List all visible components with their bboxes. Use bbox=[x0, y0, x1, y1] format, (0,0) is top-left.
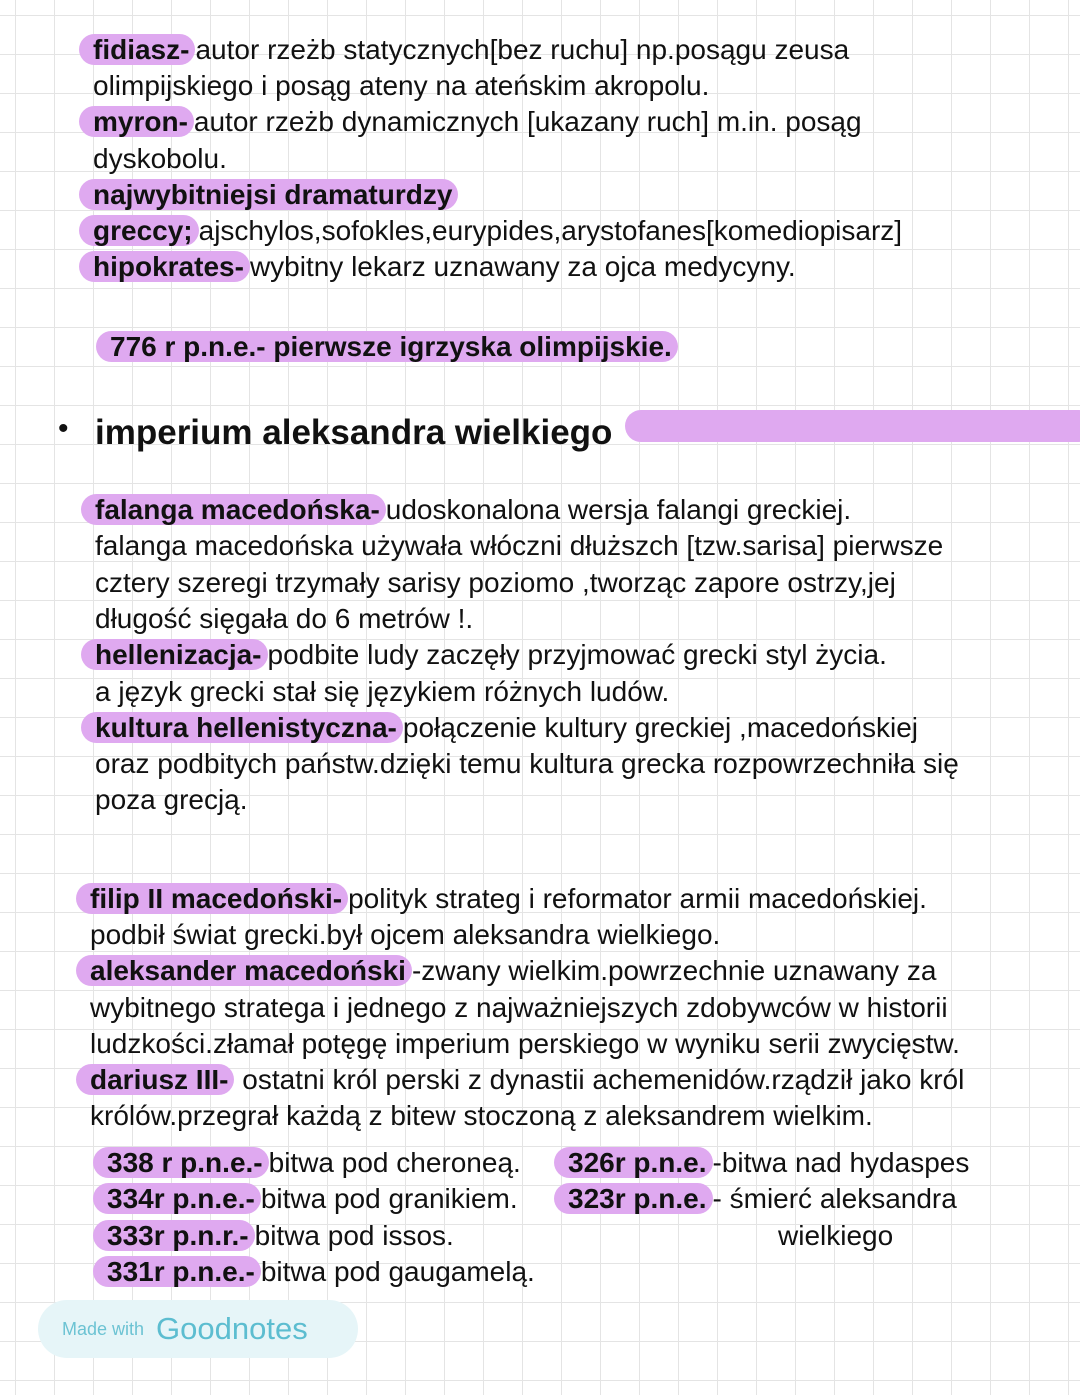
line-text: - śmierć aleksandra bbox=[712, 1183, 957, 1215]
note-line bbox=[107, 1219, 454, 1253]
note-line bbox=[93, 142, 227, 176]
note-line bbox=[90, 918, 720, 952]
note-line bbox=[95, 566, 896, 600]
note-line bbox=[95, 783, 248, 817]
olympics-note bbox=[110, 330, 678, 364]
note-line bbox=[95, 675, 669, 709]
note-line bbox=[90, 1063, 964, 1097]
line-text: podbił świat grecki.był ojcem aleksandra wielkiego. bbox=[90, 919, 721, 951]
highlighted-term: 331r p.n.e.- bbox=[93, 1256, 261, 1287]
note-line bbox=[95, 711, 918, 745]
highlighted-term: myron- bbox=[79, 106, 194, 137]
line-text: a język grecki stał się językiem różnych ludów. bbox=[95, 675, 670, 707]
note-line bbox=[95, 602, 473, 636]
highlighted-term: dariusz III- bbox=[76, 1064, 234, 1095]
date-note-continuation: wielkiego bbox=[778, 1220, 894, 1251]
line-text: ostatni król perski z dynastii achemenidów.rządził jako król bbox=[234, 1064, 965, 1095]
highlighted-term: fidiasz- bbox=[79, 34, 195, 65]
highlighted-term: aleksander macedoński bbox=[76, 955, 412, 986]
olympics-text: 776 r p.n.e.- pierwsze igrzyska olimpijskie. bbox=[96, 331, 678, 362]
line-text: podbite ludy zaczęły przyjmować grecki styl życia. bbox=[267, 639, 887, 671]
line-text: królów.przegrał każdą z bitew stoczoną z aleksandrem wielkim. bbox=[90, 1100, 873, 1132]
note-line bbox=[107, 1146, 521, 1180]
line-text: polityk strateg i reformator armii macedońskiej. bbox=[348, 883, 927, 914]
note-line bbox=[93, 33, 849, 67]
note-line bbox=[107, 1255, 535, 1289]
highlighted-term: 323r p.n.e. bbox=[554, 1183, 713, 1214]
note-line bbox=[90, 1027, 960, 1061]
highlighted-term: filip II macedoński- bbox=[76, 883, 348, 914]
note-line bbox=[90, 954, 936, 988]
highlighted-term: 338 r p.n.e.- bbox=[93, 1147, 269, 1178]
line-text: bitwa pod granikiem. bbox=[260, 1183, 518, 1215]
goodnotes-badge[interactable] bbox=[38, 1300, 358, 1358]
highlighted-term: hellenizacja- bbox=[81, 639, 268, 670]
note-line bbox=[95, 529, 943, 563]
note-line bbox=[95, 493, 851, 527]
line-text: wybitnego stratega i jednego z najważniejszych zdobywców w historii bbox=[90, 991, 948, 1023]
made-with-label: Made with bbox=[62, 1318, 145, 1339]
line-text: udoskonalona wersja falangi greckiej. bbox=[385, 494, 852, 525]
line-text: bitwa pod issos. bbox=[254, 1219, 454, 1251]
note-line bbox=[93, 69, 709, 103]
highlighted-term: najwybitniejsi dramaturdzy bbox=[79, 179, 458, 210]
line-text: bitwa pod cheroneą. bbox=[268, 1147, 521, 1178]
line-text: bitwa pod gaugamelą. bbox=[260, 1255, 535, 1287]
line-text: długość sięgała do 6 metrów !. bbox=[95, 602, 474, 634]
highlighted-term: hipokrates- bbox=[79, 251, 250, 282]
line-text: cztery szeregi trzymały sarisy poziomo ,tworząc zapore ostrzy,jej bbox=[95, 566, 896, 598]
note-line bbox=[90, 991, 948, 1025]
line-text: autor rzeżb dynamicznych [ukazany ruch] m.in. posąg bbox=[193, 106, 862, 138]
bullet-icon: • bbox=[58, 412, 69, 445]
line-text: olimpijskiego i posąg ateny na ateńskim akropolu. bbox=[93, 70, 710, 102]
highlighted-term: greccy; bbox=[79, 215, 199, 246]
note-line bbox=[90, 1099, 873, 1133]
note-line bbox=[93, 214, 902, 248]
line-text: ajschylos,sofokles,eurypides,arystofanes[komediopisarz] bbox=[198, 215, 903, 246]
note-line bbox=[95, 747, 959, 781]
note-line bbox=[93, 250, 796, 284]
line-text: autor rzeżb statycznych[bez ruchu] np.posągu zeusa bbox=[195, 34, 850, 65]
highlighted-term: kultura hellenistyczna- bbox=[81, 712, 403, 743]
line-text: połączenie kultury greckiej ,macedońskiej bbox=[402, 711, 919, 743]
note-line bbox=[568, 1146, 969, 1180]
highlighted-term: falanga macedońska- bbox=[81, 494, 386, 525]
highlighted-term: 326r p.n.e. bbox=[554, 1147, 713, 1178]
line-text: ludzkości.złamał potęgę imperium perskiego w wyniku serii zwycięstw. bbox=[90, 1027, 960, 1059]
note-line bbox=[95, 638, 887, 672]
highlight-stroke bbox=[625, 410, 1080, 442]
note-line bbox=[90, 882, 927, 916]
line-text: wybitny lekarz uznawany za ojca medycyny. bbox=[249, 251, 796, 283]
note-line bbox=[93, 105, 862, 139]
section-heading: imperium aleksandra wielkiego bbox=[95, 413, 613, 452]
goodnotes-logo: Goodnotes bbox=[156, 1311, 308, 1346]
highlighted-term: 333r p.n.r.- bbox=[93, 1220, 255, 1251]
line-text: dyskobolu. bbox=[93, 142, 227, 174]
line-text: falanga macedońska używała włóczni dłuższch [tzw.sarisa] pierwsze bbox=[95, 530, 944, 562]
line-text: oraz podbitych państw.dzięki temu kultura grecka rozpowrzechniła się bbox=[95, 748, 959, 780]
line-text: poza grecją. bbox=[95, 784, 248, 816]
note-line bbox=[93, 178, 458, 212]
note-line bbox=[568, 1182, 957, 1216]
highlighted-term: 334r p.n.e.- bbox=[93, 1183, 261, 1214]
line-text: -bitwa nad hydaspes bbox=[712, 1147, 970, 1178]
line-text: -zwany wielkim.powrzechnie uznawany za bbox=[411, 955, 937, 987]
note-line bbox=[107, 1182, 518, 1216]
